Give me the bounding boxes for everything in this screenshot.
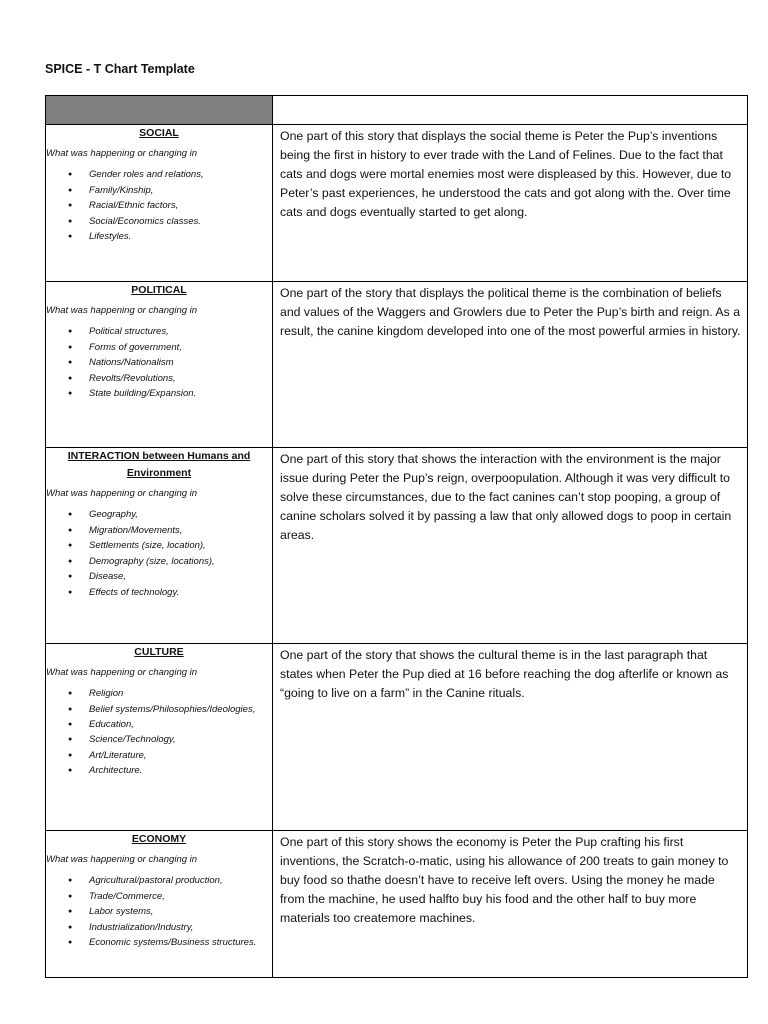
category-prompt: What was happening or changing in (46, 667, 198, 678)
category-heading: ECONOMY (131, 833, 187, 845)
topic-item: ● Industrialization/Industry, (46, 920, 272, 936)
topic-list (46, 873, 272, 950)
topic-item: ● Revolts/Revolutions, (46, 371, 272, 387)
header-cell-left (46, 96, 273, 125)
answer-cell (273, 831, 748, 978)
topic-item: ● Effects of technology. (46, 585, 272, 601)
topic-item: ● Settlements (size, location), (46, 538, 272, 554)
topic-item: ● Social/Economics classes. (46, 214, 272, 230)
answer-cell (273, 644, 748, 831)
category-cell (46, 282, 273, 448)
topic-item: ● Geography, (46, 507, 272, 523)
category-heading: INTERACTION between Humans and Environment (67, 450, 251, 479)
topic-item: ● Education, (46, 717, 272, 733)
topic-list (46, 324, 272, 402)
table-row-culture (46, 644, 748, 831)
category-prompt: What was happening or changing in (46, 854, 198, 865)
answer-cell (273, 125, 748, 282)
topic-item: ● Forms of government, (46, 340, 272, 356)
table-row-political (46, 282, 748, 448)
answer-cell (273, 448, 748, 644)
category-heading: CULTURE (134, 646, 184, 658)
topic-item: ● Demography (size, locations), (46, 554, 272, 570)
topic-item: ● Art/Literature, (46, 748, 272, 764)
topic-item: ● Political structures, (46, 324, 272, 340)
topic-item: ● Religion (46, 686, 272, 702)
topic-item: ● Migration/Movements, (46, 523, 272, 539)
topic-item: ● Agricultural/pastoral production, (46, 873, 272, 889)
answer-text: One part of this story that displays the social theme is Peter the Pup’s inventions being the first in history to ever trade with the Land of Felines. Due to the fact that cats and dogs were mortal enemies most were displeased by this. However, due to Peter’s past experiences, he understood the cats and got along with the. Over time cats and dogs eventually started to get along. (280, 129, 732, 219)
topic-list (46, 167, 272, 245)
document-title: SPICE - T Chart Template (45, 62, 195, 76)
topic-item: ● Economic systems/Business structures. (46, 935, 272, 950)
category-heading: SOCIAL (139, 127, 179, 139)
spice-t-chart (45, 95, 748, 978)
topic-item: ● Trade/Commerce, (46, 889, 272, 905)
answer-cell (273, 282, 748, 448)
topic-item: ● State building/Expansion. (46, 386, 272, 402)
answer-text: One part of this story shows the economy is Peter the Pup crafting his first inventions, the Scratch-o-matic, using his allowance of 200 treats to gain money to buy food so thathe doesn’t have to receive left overs. Using the money he made from the machine, he used halfto buy his food and the other half to buy more materials too createmore machines. (280, 835, 729, 925)
table-header-row (46, 96, 748, 125)
category-cell (46, 831, 273, 978)
topic-list (46, 507, 272, 600)
table-row-social (46, 125, 748, 282)
category-prompt: What was happening or changing in (46, 488, 198, 499)
category-cell (46, 644, 273, 831)
answer-text: One part of this story that shows the interaction with the environment is the major issue during Peter the Pup’s reign, overpoopulation. Although it was very difficult to solve these circumstances, due to the fact canines can’t stop pooping, a group of canine scholars solved it by passing a law that only allowed dogs to poop in certain areas. (280, 452, 732, 542)
answer-text: One part of the story that displays the political theme is the combination of beliefs and values of the Waggers and Growlers due to Peter the Pup’s birth and reign. As a result, the canine kingdom developed into one of the most powerful armies in history. (280, 286, 741, 338)
topic-item: ● Family/Kinship, (46, 183, 272, 199)
header-cell-right (273, 96, 748, 125)
topic-item: ● Belief systems/Philosophies/Ideologies, (46, 702, 272, 717)
topic-item: ● Gender roles and relations, (46, 167, 272, 183)
topic-item: ● Lifestyles. (46, 229, 272, 245)
category-cell (46, 448, 273, 644)
topic-list (46, 686, 272, 779)
answer-text: One part of the story that shows the cultural theme is in the last paragraph that states when Peter the Pup died at 16 before reaching the dog afterlife or known as “going to live on a farm” in the Canine rituals. (280, 648, 729, 700)
topic-item: ● Racial/Ethnic factors, (46, 198, 272, 214)
category-cell (46, 125, 273, 282)
category-heading: POLITICAL (131, 284, 187, 296)
table-row-economy (46, 831, 748, 978)
topic-item: ● Nations/Nationalism (46, 355, 272, 371)
table-row-interaction (46, 448, 748, 644)
topic-item: ● Disease, (46, 569, 272, 585)
topic-item: ● Labor systems, (46, 904, 272, 920)
category-prompt: What was happening or changing in (46, 305, 198, 316)
category-prompt: What was happening or changing in (46, 148, 198, 159)
topic-item: ● Architecture. (46, 763, 272, 779)
topic-item: ● Science/Technology, (46, 732, 272, 748)
